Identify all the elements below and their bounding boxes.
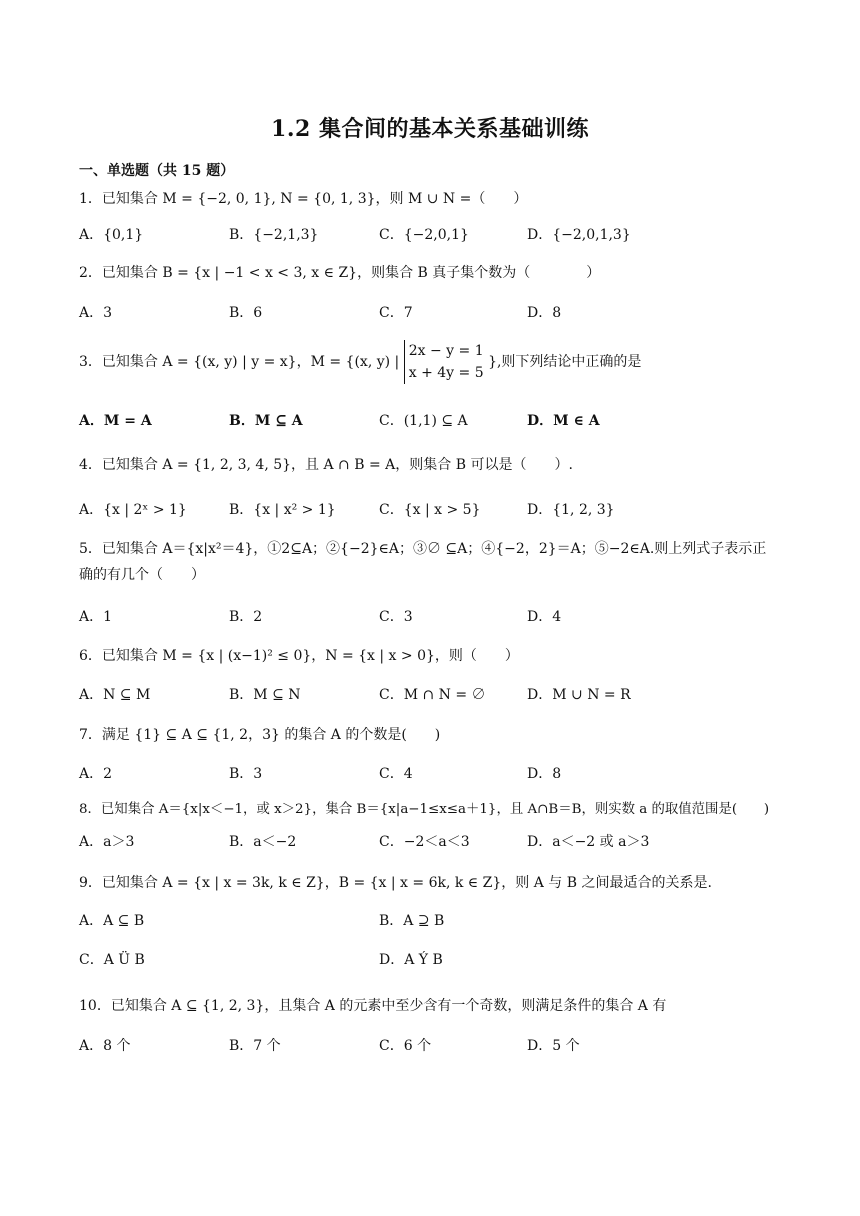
q9-option-c: C．A Ü B xyxy=(79,952,145,968)
q7-option-b: B．3 xyxy=(229,766,263,782)
q2-option-c: C．7 xyxy=(379,305,413,321)
q1-option-b: B．{−2,1,3} xyxy=(229,227,319,243)
q6-option-a: A．N ⊆ M xyxy=(79,687,151,703)
q10-option-d: D．5 个 xyxy=(527,1038,580,1054)
q3-option-c: C．(1,1) ⊆ A xyxy=(379,413,468,429)
q2-option-d: D．8 xyxy=(527,305,562,321)
q6-option-b: B．M ⊆ N xyxy=(229,687,301,703)
q6-option-c: C．M ∩ N = ∅ xyxy=(379,687,486,703)
q3-option-a: A．M = A xyxy=(79,413,152,429)
question-7: 7．满足 {1} ⊆ A ⊆ {1, 2，3} 的集合 A 的个数是( ) xyxy=(79,727,441,743)
question-9: 9．已知集合 A = {x | x = 3k, k ∈ Z}，B = {x | x = 6k, k ∈ Z}，则 A 与 B 之间最适合的关系是. xyxy=(79,875,712,891)
q4-option-d: D．{1, 2, 3} xyxy=(527,502,615,518)
q6-option-d: D．M ∪ N = R xyxy=(527,687,631,703)
q1-option-c: C．{−2,0,1} xyxy=(379,227,469,243)
question-10: 10．已知集合 A ⊆ {1, 2, 3}，且集合 A 的元素中至少含有一个奇数，则满足条件的集合 A 有 xyxy=(79,998,667,1014)
q10-option-b: B．7 个 xyxy=(229,1038,281,1054)
q1-option-a: A．{0,1} xyxy=(79,227,144,243)
question-3 xyxy=(79,338,641,386)
question-1: 1．已知集合 M = {−2, 0, 1}, N = {0, 1, 3}，则 M ∪ N =（ ） xyxy=(79,191,528,207)
q3-equation-1: 2x − y = 1 xyxy=(404,340,484,362)
q8-option-a: A．a＞3 xyxy=(79,834,135,850)
q10-option-c: C．6 个 xyxy=(379,1038,432,1054)
q2-option-a: A．3 xyxy=(79,305,113,321)
q7-option-c: C．4 xyxy=(379,766,413,782)
q10-option-a: A．8 个 xyxy=(79,1038,131,1054)
q9-option-b: B．A ⊇ B xyxy=(379,913,445,929)
q3-equation-2: x + 4y = 5 xyxy=(404,362,484,384)
q8-option-c: C．−2＜a＜3 xyxy=(379,834,470,850)
q5-option-b: B．2 xyxy=(229,609,263,625)
q5-option-d: D．4 xyxy=(527,609,562,625)
question-4: 4．已知集合 A = {1, 2, 3, 4, 5}，且 A ∩ B = A，则集合 B 可以是（ ）. xyxy=(79,457,573,473)
q3-stem-suffix: },则下列结论中正确的是 xyxy=(488,354,642,370)
q9-option-d: D．A Ý B xyxy=(379,952,443,968)
q3-option-b: B．M ⊆ A xyxy=(229,413,303,429)
question-8: 8．已知集合 A＝{x|x＜−1，或 x＞2}，集合 B＝{x|a−1≤x≤a＋1}，且 A∩B＝B，则实数 a 的取值范围是( ) xyxy=(79,802,770,817)
q9-option-a: A．A ⊆ B xyxy=(79,913,145,929)
question-6: 6．已知集合 M = {x | (x−1)² ≤ 0}，N = {x | x > 0}，则（ ） xyxy=(79,648,519,664)
q7-option-a: A．2 xyxy=(79,766,113,782)
q4-option-c: C．{x | x > 5} xyxy=(379,502,481,518)
q5-option-c: C．3 xyxy=(379,609,413,625)
q4-option-b: B．{x | x² > 1} xyxy=(229,502,336,518)
q1-option-d: D．{−2,0,1,3} xyxy=(527,227,631,243)
question-5: 5．已知集合 A＝{x|x²＝4}，①2⊆A；②{−2}∈A；③∅ ⊆A；④{−2，2}＝A；⑤−2∈A.则上列式子表示正确的有几个（ ） xyxy=(79,541,767,583)
q4-option-a: A．{x | 2ˣ > 1} xyxy=(79,502,187,518)
page-title: 1.2 集合间的基本关系基础训练 xyxy=(271,116,589,142)
q5-option-a: A．1 xyxy=(79,609,113,625)
q3-equation-system xyxy=(404,340,484,384)
q3-stem-prefix: 3．已知集合 A = {(x, y) | y = x}，M = {(x, y) | xyxy=(79,354,400,370)
q8-option-d: D．a＜−2 或 a＞3 xyxy=(527,834,650,850)
q7-option-d: D．8 xyxy=(527,766,562,782)
q3-option-d: D．M ∈ A xyxy=(527,413,600,429)
q2-option-b: B．6 xyxy=(229,305,263,321)
question-2: 2．已知集合 B = {x | −1 < x < 3, x ∈ Z}，则集合 B 真子集个数为（ ） xyxy=(79,265,601,281)
section-heading: 一、单选题（共 15 题） xyxy=(79,163,235,179)
q8-option-b: B．a＜−2 xyxy=(229,834,297,850)
